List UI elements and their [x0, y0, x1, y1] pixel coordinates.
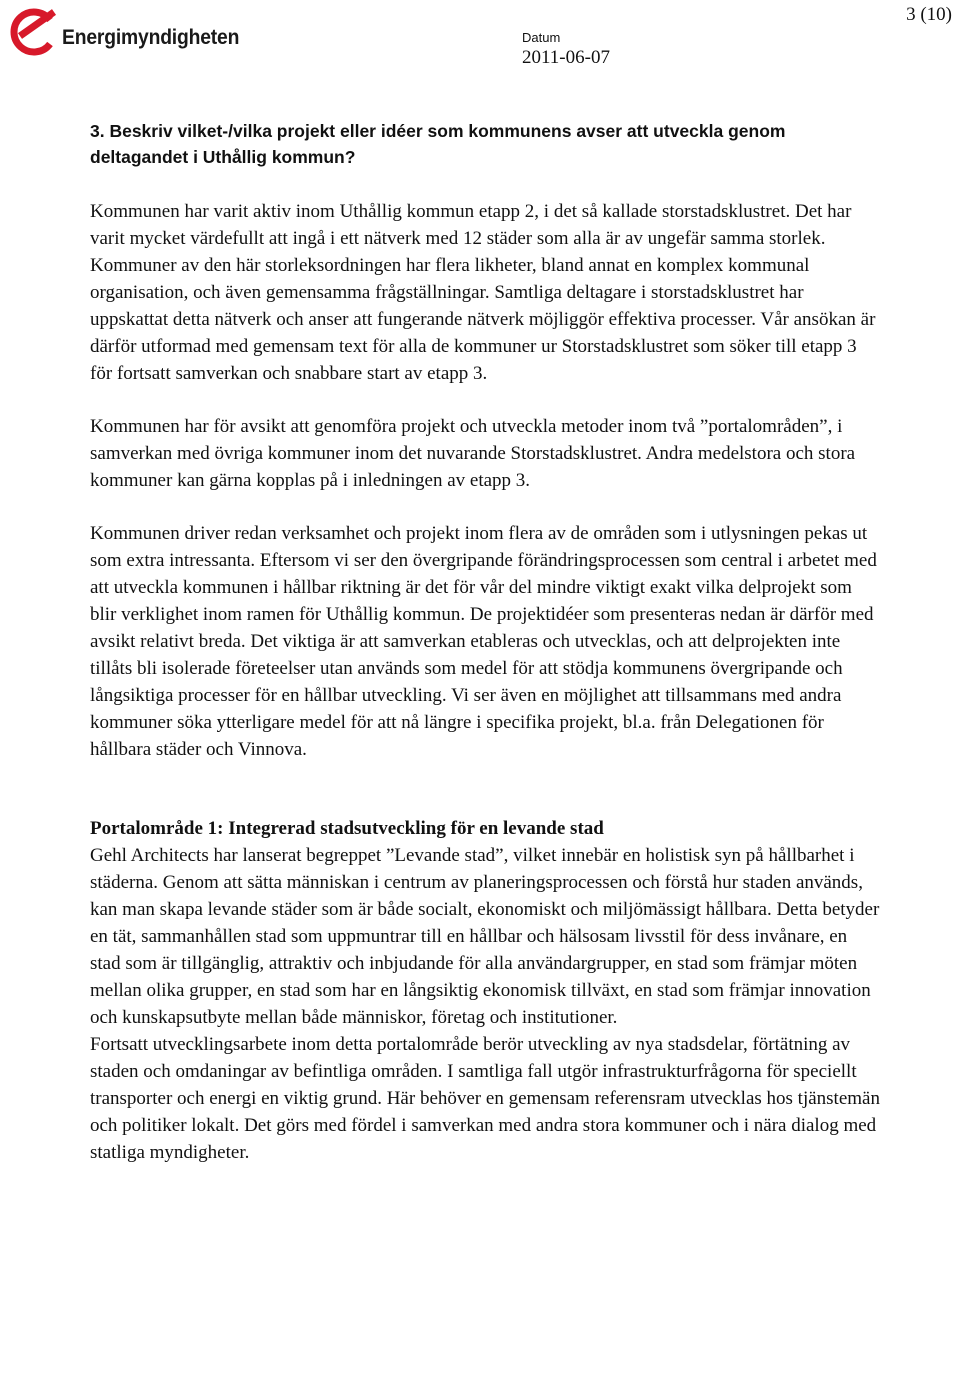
logo-swoosh-icon	[6, 6, 58, 58]
section-paragraph: Gehl Architects har lanserat begreppet ”Levande stad”, vilket innebär en holistisk syn på hållbarhet i städerna. Genom att sätta människan i centrum av planeringsprocessen och förstå hur staden används, kan man skapa levande städer som är både socialt, ekonomiskt och miljömässigt hållbara. Detta betyder en tät, sammanhållen stad som uppmuntrar till en hållbar och hälsosam livsstil för dess invånare, en stad som är tillgänglig, attraktiv och inbjudande för alla användargrupper, en stad som främjar möten mellan olika grupper, en stad som har en långsiktig ekonomisk tillväxt, en stad som främjar innovation och kunskapsutbyte mellan både människor, företag och institutioner.	[90, 845, 880, 1028]
section-title: Portalområde 1: Integrerad stadsutveckling för en levande stad	[90, 818, 604, 839]
document-body	[90, 118, 880, 1166]
logo-text: Energimyndigheten	[62, 26, 240, 49]
section-paragraph: Fortsatt utvecklingsarbete inom detta portalområde berör utveckling av nya stadsdelar, förtätning av staden och omdaningar av befintliga områden. I samtliga fall utgör infrastrukturfrågorna för speciellt transporter och energi en viktig grund. Här behöver en gemensam referensram utvecklas hos tjänstemän och politiker lokalt. Det görs med fördel i samverkan med andra stora kommuner och i nära dialog med statliga myndigheter.	[90, 1034, 880, 1163]
date-value: 2011-06-07	[522, 47, 610, 68]
energimyndigheten-logo	[6, 4, 255, 60]
page-number: 3 (10)	[906, 4, 952, 25]
date-label: Datum	[522, 30, 561, 45]
date-block	[522, 30, 610, 70]
question-heading: 3. Beskriv vilket-/vilka projekt eller idéer som kommunens avser att utveckla genom deltagandet i Uthållig kommun?	[90, 121, 786, 167]
paragraph: Kommunen driver redan verksamhet och projekt inom flera av de områden som i utlysningen pekas ut som extra intressanta. Eftersom vi ser den övergripande förändringsprocessen som central i arbetet med att utveckla kommunen i hållbar riktning är det för vår del mindre viktigt exakt vilka delprojekt som blir verklighet inom ramen för Uthållig kommun. De projektidéer som presenteras nedan är därför med avsikt relativt breda. Det viktiga är att samverkan etableras och utvecklas, och att delprojekten inte tillåts bli isolerade företeelser utan används som medel för att stödja kommunens övergripande och långsiktiga processer för en hållbar utveckling. Vi ser även en möjlighet att tillsammans med andra kommuner söka ytterligare medel för att nå längre i specifika projekt, bl.a. från Delegationen för hållbara städer och Vinnova.	[90, 523, 877, 760]
paragraph: Kommunen har för avsikt att genomföra projekt och utveckla metoder inom två ”portalområden”, i samverkan med övriga kommuner inom det nuvarande Storstadsklustret. Andra medelstora och stora kommuner kan gärna kopplas på i inledningen av etapp 3.	[90, 416, 856, 491]
portal-section	[90, 815, 880, 1166]
paragraph: Kommunen har varit aktiv inom Uthållig kommun etapp 2, i det så kallade storstadsklustret. Det har varit mycket värdefullt att ingå i ett nätverk med 12 städer som alla är av ungefär samma storlek. Kommuner av den här storleksordningen har flera likheter, bland annat en komplex kommunal organisation, och även gemensamma frågställningar. Samtliga deltagare i storstadsklustret har uppskattat detta nätverk och anser att fungerande nätverk möjliggör effektiva processer. Vår ansökan är därför utformad med gemensam text för alla de kommuner ur Storstadsklustret som söker till etapp 3 för fortsatt samverkan och snabbare start av etapp 3.	[90, 201, 876, 384]
